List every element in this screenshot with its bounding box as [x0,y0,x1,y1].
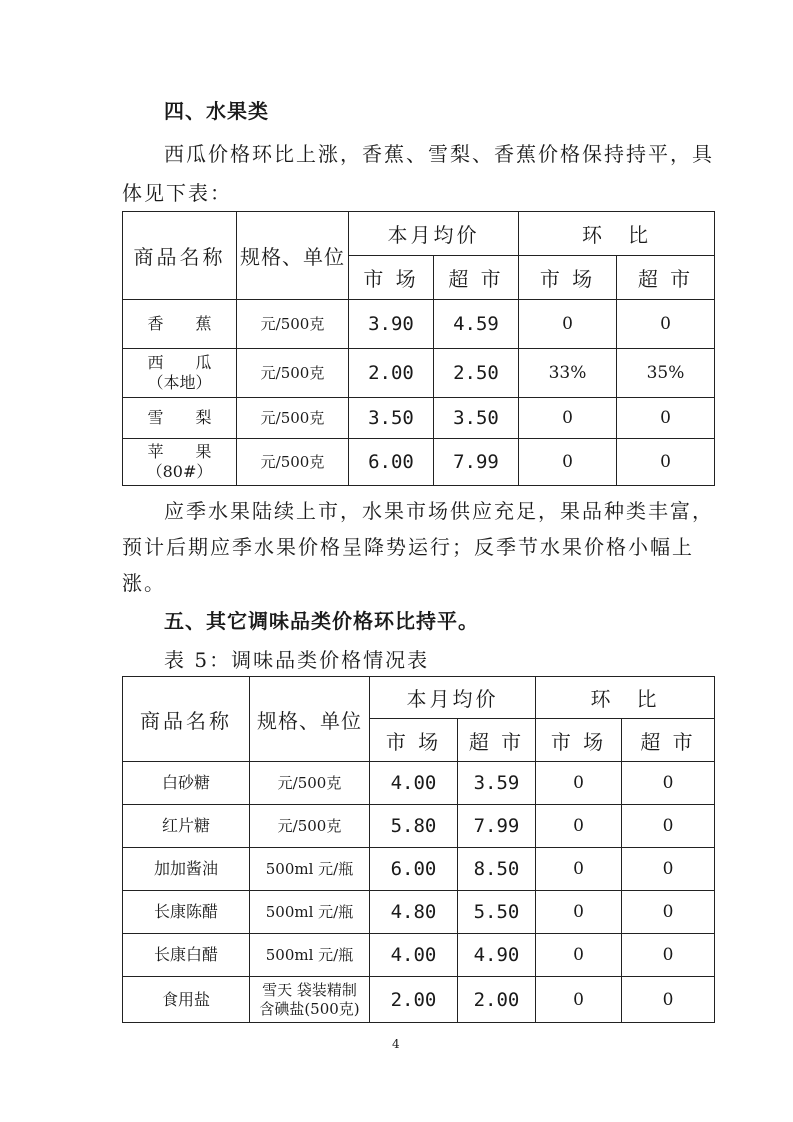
product-name-cell [123,439,237,486]
mom-market: 0 [536,977,622,1023]
table-row [123,349,715,398]
product-unit-line-2: 含碘盐(500克) [259,999,360,1018]
table-row [123,805,715,848]
product-unit: 500ml 元/瓶 [250,891,370,934]
mom-supermarket: 0 [617,439,715,486]
table-caption: 表 5：调味品类价格情况表 [164,648,430,672]
product-name: 长康白醋 [123,934,250,977]
mom-market: 0 [536,891,622,934]
section-heading-fruit: 四、水果类 [164,99,269,123]
product-name: 西 瓜 [147,353,212,372]
product-name: 长康陈醋 [123,891,250,934]
fruit-intro-line-1: 西瓜价格环比上涨，香蕉、雪梨、香蕉价格保持持平，具 [164,142,714,166]
fruit-note-line-2: 预计后期应季水果价格呈降势运行；反季节水果价格小幅上 [122,535,694,559]
supermarket-price: 2.00 [458,977,536,1023]
product-unit: 元/500克 [250,805,370,848]
product-unit: 元/500克 [237,300,349,349]
product-name: 白砂糖 [123,762,250,805]
mom-market: 0 [536,805,622,848]
market-price: 2.00 [349,349,434,398]
mom-supermarket: 0 [622,848,715,891]
header-market: 市 场 [370,719,458,762]
supermarket-price: 7.99 [458,805,536,848]
market-price: 5.80 [370,805,458,848]
market-price: 6.00 [370,848,458,891]
supermarket-price: 5.50 [458,891,536,934]
fruit-note-line-3: 涨。 [122,571,166,595]
product-name: 香 蕉 [123,300,237,349]
supermarket-price: 4.90 [458,934,536,977]
product-name-sub: （80#） [146,462,213,481]
product-name-cell [123,349,237,398]
condiment-price-table [122,676,715,1023]
product-unit: 元/500克 [237,439,349,486]
market-price: 6.00 [349,439,434,486]
header-mom: 环 比 [536,677,715,719]
header-mom: 环 比 [519,212,715,256]
header-spec-unit: 规格、单位 [237,212,349,300]
header-market: 市 场 [349,256,434,300]
mom-supermarket: 0 [617,398,715,439]
product-unit: 500ml 元/瓶 [250,848,370,891]
mom-supermarket: 0 [622,977,715,1023]
product-name-sub: （本地） [147,373,212,392]
header-mom-supermarket: 超 市 [617,256,715,300]
supermarket-price: 8.50 [458,848,536,891]
header-mom-market: 市 场 [519,256,617,300]
supermarket-price: 4.59 [434,300,519,349]
mom-market: 0 [519,398,617,439]
header-mom-market: 市 场 [536,719,622,762]
header-supermarket: 超 市 [458,719,536,762]
mom-supermarket: 0 [622,805,715,848]
section-heading-condiments: 五、其它调味品类价格环比持平。 [164,609,479,633]
table-row [123,300,715,349]
table-row [123,398,715,439]
table-row [123,977,715,1023]
product-unit: 元/500克 [237,398,349,439]
product-unit: 元/500克 [237,349,349,398]
product-unit: 元/500克 [250,762,370,805]
product-name: 红片糖 [123,805,250,848]
mom-supermarket: 0 [622,934,715,977]
fruit-price-table [122,211,715,486]
market-price: 3.50 [349,398,434,439]
table-row [123,762,715,805]
product-unit: 500ml 元/瓶 [250,934,370,977]
product-name: 苹 果 [147,442,212,461]
header-product-name: 商品名称 [123,677,250,762]
product-name: 雪 梨 [123,398,237,439]
mom-supermarket: 35% [617,349,715,398]
mom-market: 0 [536,762,622,805]
market-price: 4.00 [370,934,458,977]
product-name: 加加酱油 [123,848,250,891]
mom-market: 33% [519,349,617,398]
header-product-name: 商品名称 [123,212,237,300]
market-price: 3.90 [349,300,434,349]
page-number: 4 [392,1037,400,1051]
supermarket-price: 3.59 [458,762,536,805]
header-avg-price: 本月均价 [370,677,536,719]
table-row [123,891,715,934]
header-mom-supermarket: 超 市 [622,719,715,762]
header-supermarket: 超 市 [434,256,519,300]
table-row [123,848,715,891]
market-price: 4.00 [370,762,458,805]
mom-market: 0 [536,934,622,977]
header-avg-price: 本月均价 [349,212,519,256]
supermarket-price: 7.99 [434,439,519,486]
product-unit: 雪天 袋装精制 [262,980,357,999]
product-unit-cell [250,977,370,1023]
product-name: 食用盐 [123,977,250,1023]
market-price: 4.80 [370,891,458,934]
fruit-intro-line-2: 体见下表： [122,181,232,205]
header-spec-unit: 规格、单位 [250,677,370,762]
supermarket-price: 2.50 [434,349,519,398]
mom-supermarket: 0 [622,891,715,934]
fruit-note-line-1: 应季水果陆续上市，水果市场供应充足，果品种类丰富， [164,499,714,523]
mom-market: 0 [536,848,622,891]
mom-market: 0 [519,300,617,349]
mom-market: 0 [519,439,617,486]
mom-supermarket: 0 [622,762,715,805]
supermarket-price: 3.50 [434,398,519,439]
mom-supermarket: 0 [617,300,715,349]
table-row [123,934,715,977]
market-price: 2.00 [370,977,458,1023]
table-row [123,439,715,486]
